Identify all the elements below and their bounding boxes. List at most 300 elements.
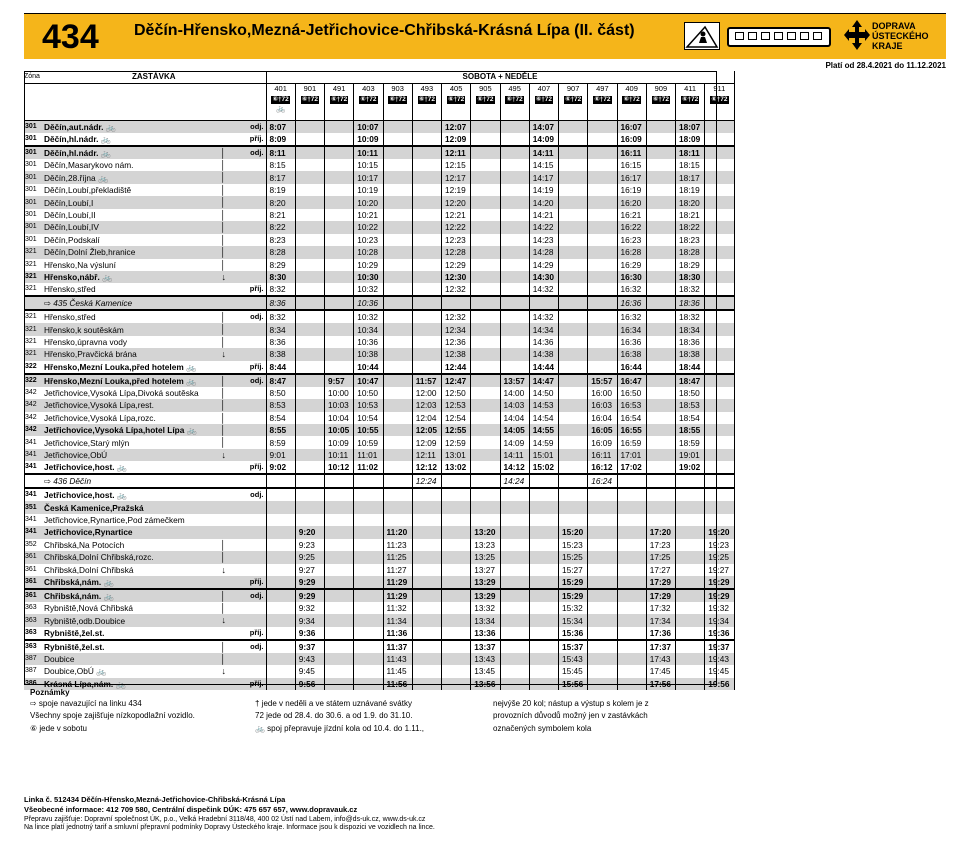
time-cell	[588, 564, 617, 576]
time-cell	[325, 310, 354, 323]
zone-cell: 361	[25, 565, 37, 573]
time-cell	[500, 146, 529, 159]
time-cell	[471, 196, 500, 208]
trip-header: 411 ⑥†72	[676, 84, 705, 121]
time-cell	[617, 627, 646, 640]
time-cell	[646, 424, 675, 436]
zone-cell: 361	[24, 576, 42, 589]
time-cell: 19:37	[705, 640, 734, 653]
time-cell	[412, 501, 441, 513]
days-header: SOBOTA + NEDĚLE	[266, 71, 734, 84]
stop-cell: Děčín,Loubí,překladiště │	[44, 184, 226, 196]
time-cell: 14:07	[529, 121, 558, 134]
zone-cell: 363	[25, 628, 37, 636]
dep-arr-cell: příj.	[238, 576, 266, 589]
time-cell: 10:32	[354, 283, 383, 296]
time-cell	[295, 436, 324, 448]
time-cell: 11:43	[383, 653, 412, 665]
time-cell	[354, 653, 383, 665]
time-cell	[295, 424, 324, 436]
time-cell	[354, 627, 383, 640]
time-cell	[442, 602, 471, 614]
time-cell: 8:11	[266, 146, 295, 159]
time-cell	[471, 449, 500, 461]
time-cell	[325, 271, 354, 283]
time-cell: 12:38	[442, 348, 471, 360]
time-cell	[500, 271, 529, 283]
time-cell: 10:11	[354, 146, 383, 159]
time-cell	[500, 640, 529, 653]
down-line-icon: │	[220, 247, 226, 258]
time-cell	[295, 246, 324, 258]
time-cell	[705, 159, 734, 171]
time-cell	[325, 171, 354, 183]
trip-header: 493 ⑥†72	[412, 84, 441, 121]
time-cell	[588, 159, 617, 171]
zone-cell: 321	[25, 260, 37, 268]
time-cell: 8:23	[266, 234, 295, 246]
time-cell	[471, 374, 500, 387]
time-cell	[266, 576, 295, 589]
stop-cell: Hřensko,úpravna vody │	[44, 336, 226, 348]
down-line-icon: │	[220, 400, 226, 411]
time-cell	[588, 146, 617, 159]
time-cell: 8:36	[266, 296, 295, 310]
time-cell: 10:21	[354, 209, 383, 221]
time-cell: 10:59	[354, 436, 383, 448]
time-cell	[412, 234, 441, 246]
time-cell	[676, 614, 705, 626]
time-cell	[295, 209, 324, 221]
time-cell	[529, 488, 558, 501]
down-arrow-icon: ↓	[221, 271, 226, 282]
table-row	[24, 296, 734, 310]
time-cell	[325, 474, 354, 488]
time-cell	[588, 209, 617, 221]
time-cell	[412, 146, 441, 159]
time-cell: 12:00	[412, 387, 441, 399]
time-cell: 12:32	[442, 310, 471, 323]
time-cell	[325, 184, 354, 196]
time-cell	[705, 474, 734, 488]
time-cell	[354, 488, 383, 501]
time-cell: 9:45	[295, 665, 324, 677]
time-cell: 15:43	[559, 653, 588, 665]
time-cell	[471, 501, 500, 513]
time-cell: 8:44	[266, 361, 295, 374]
time-cell	[412, 348, 441, 360]
time-cell: 13:20	[471, 526, 500, 538]
table-row	[24, 271, 734, 283]
time-cell: 13:45	[471, 665, 500, 677]
time-cell	[617, 614, 646, 626]
time-cell	[412, 323, 441, 335]
stop-cell: Chřibská,Dolní Chřibská,rozc. │	[42, 551, 238, 563]
dep-arr-cell	[238, 196, 266, 208]
time-cell: 15:37	[559, 640, 588, 653]
time-cell	[676, 627, 705, 640]
time-cell: 14:36	[529, 336, 558, 348]
time-cell	[588, 589, 617, 602]
stop-cell: Hřensko,střed	[44, 284, 96, 295]
time-cell: 18:22	[676, 221, 705, 233]
time-cell	[646, 196, 675, 208]
time-cell: 12:09	[412, 436, 441, 448]
time-cell: 18:38	[676, 348, 705, 360]
time-cell	[500, 184, 529, 196]
table-row	[24, 589, 734, 602]
time-cell	[325, 627, 354, 640]
time-cell	[529, 296, 558, 310]
time-cell: 17:56	[646, 678, 675, 690]
time-cell	[617, 488, 646, 501]
time-cell	[325, 133, 354, 146]
time-cell	[266, 539, 295, 551]
time-cell	[354, 501, 383, 513]
time-cell: 12:04	[412, 412, 441, 424]
time-cell	[559, 310, 588, 323]
time-cell	[295, 514, 324, 526]
stop-cell: Hřensko,Pravčická brána ↓	[42, 348, 238, 360]
time-cell	[500, 196, 529, 208]
time-cell	[500, 133, 529, 146]
logo-text: DOPRAVA ÚSTECKÉHO KRAJE	[872, 21, 929, 51]
time-cell: 9:23	[295, 539, 324, 551]
timetable	[24, 71, 735, 690]
stop-cell: Rybniště,odb.Doubice ↓	[42, 614, 238, 626]
dep-arr-cell	[238, 399, 266, 411]
time-cell	[646, 461, 675, 474]
zone-cell: 386	[24, 678, 42, 690]
time-cell	[559, 488, 588, 501]
time-cell	[383, 501, 412, 513]
time-cell	[354, 640, 383, 653]
time-cell	[383, 234, 412, 246]
time-cell	[559, 399, 588, 411]
zone-cell: 321	[24, 348, 42, 360]
time-cell: 12:12	[412, 461, 441, 474]
stop-cell: Děčín,Loubí,I │	[42, 196, 238, 208]
time-cell	[588, 602, 617, 614]
time-cell: 14:54	[529, 412, 558, 424]
time-cell	[266, 564, 295, 576]
time-cell	[646, 259, 675, 271]
time-cell	[588, 361, 617, 374]
time-cell: 14:44	[529, 361, 558, 374]
time-cell	[383, 412, 412, 424]
time-cell	[295, 474, 324, 488]
time-cell	[383, 436, 412, 448]
time-cell	[529, 526, 558, 538]
time-cell: 16:30	[617, 271, 646, 283]
time-cell	[529, 665, 558, 677]
time-cell: 15:25	[559, 551, 588, 563]
time-cell	[646, 296, 675, 310]
time-cell	[529, 627, 558, 640]
time-cell	[383, 209, 412, 221]
time-cell	[705, 234, 734, 246]
time-cell	[646, 184, 675, 196]
time-cell	[354, 665, 383, 677]
time-cell: 11:25	[383, 551, 412, 563]
dep-arr-cell: příj.	[238, 678, 266, 690]
time-cell: 19:34	[705, 614, 734, 626]
time-cell	[646, 283, 675, 296]
table-row	[24, 665, 734, 677]
time-cell: 10:29	[354, 259, 383, 271]
time-cell	[588, 310, 617, 323]
down-line-icon: │	[220, 148, 226, 158]
time-cell	[646, 399, 675, 411]
zone-cell: 387	[25, 667, 37, 675]
table-row	[24, 196, 734, 208]
time-cell	[471, 461, 500, 474]
time-cell	[471, 283, 500, 296]
time-cell: 18:32	[676, 310, 705, 323]
time-cell	[559, 514, 588, 526]
time-cell: 16:12	[588, 461, 617, 474]
time-cell: 17:36	[646, 627, 675, 640]
time-cell	[705, 399, 734, 411]
time-cell: 14:11	[529, 146, 558, 159]
time-cell: 16:23	[617, 234, 646, 246]
dep-arr-cell	[238, 271, 266, 283]
time-cell	[617, 501, 646, 513]
time-cell	[559, 271, 588, 283]
time-cell	[471, 412, 500, 424]
zone-cell: 352	[25, 540, 37, 548]
time-cell	[354, 576, 383, 589]
time-cell	[588, 627, 617, 640]
time-cell	[588, 323, 617, 335]
note-line: provozních důvodů možný jen v zastávkách	[493, 711, 648, 721]
note-line: ⇨ spoje navazující na linku 434	[30, 699, 142, 708]
time-cell	[646, 412, 675, 424]
time-cell	[412, 361, 441, 374]
stop-cell: ⇨ 435 Česká Kamenice	[42, 296, 238, 310]
time-cell	[266, 640, 295, 653]
table-row	[24, 564, 734, 576]
time-cell	[383, 184, 412, 196]
trip-header: 401 ⑥†72 🚲	[266, 84, 295, 121]
time-cell: 10:47	[354, 374, 383, 387]
notes-title: Poznámky	[30, 688, 70, 697]
time-cell: 10:20	[354, 196, 383, 208]
time-cell: 10:15	[354, 159, 383, 171]
dep-arr-cell	[238, 564, 266, 576]
time-cell	[646, 133, 675, 146]
time-cell: 16:19	[617, 184, 646, 196]
time-cell	[588, 678, 617, 690]
time-cell	[471, 488, 500, 501]
time-cell	[266, 602, 295, 614]
time-cell	[705, 184, 734, 196]
time-cell	[500, 501, 529, 513]
time-cell: 10:11	[325, 449, 354, 461]
time-cell: 16:32	[617, 283, 646, 296]
time-cell	[500, 488, 529, 501]
time-cell	[442, 514, 471, 526]
dep-arr-cell	[238, 234, 266, 246]
time-cell: 17:29	[646, 576, 675, 589]
time-cell: 13:27	[471, 564, 500, 576]
time-cell	[588, 171, 617, 183]
time-cell: 8:20	[266, 196, 295, 208]
time-cell: 8:36	[266, 336, 295, 348]
down-arrow-icon: ↓	[221, 349, 226, 360]
time-cell: 17:23	[646, 539, 675, 551]
time-cell	[500, 121, 529, 134]
time-cell	[383, 171, 412, 183]
time-cell: 18:47	[676, 374, 705, 387]
zone-cell: 342	[25, 388, 37, 396]
table-row	[24, 449, 734, 461]
stop-cell: Jetřichovice,Vysoká Lípa,rest. │	[42, 399, 238, 411]
time-cell	[646, 501, 675, 513]
time-cell	[529, 653, 558, 665]
time-cell	[529, 564, 558, 576]
time-cell	[646, 121, 675, 134]
time-cell: 10:30	[354, 271, 383, 283]
time-cell	[559, 171, 588, 183]
zone-cell: 321	[24, 310, 42, 323]
time-cell	[646, 221, 675, 233]
time-cell	[676, 653, 705, 665]
time-cell: 18:30	[676, 271, 705, 283]
zone-cell: 363	[24, 614, 42, 626]
zone-cell: 301	[24, 146, 42, 159]
time-cell	[705, 424, 734, 436]
time-cell	[412, 640, 441, 653]
time-cell	[529, 551, 558, 563]
time-cell: 9:02	[266, 461, 295, 474]
time-cell	[617, 514, 646, 526]
time-cell	[588, 551, 617, 563]
dep-arr-cell: příj.	[238, 361, 266, 374]
time-cell: 19:36	[705, 627, 734, 640]
time-cell	[295, 296, 324, 310]
time-cell	[266, 627, 295, 640]
zone-cell: 341	[25, 463, 37, 471]
time-cell: 16:15	[617, 159, 646, 171]
table-row	[24, 576, 734, 589]
time-cell: 13:34	[471, 614, 500, 626]
time-cell	[617, 589, 646, 602]
time-cell	[412, 296, 441, 310]
time-cell: 10:34	[354, 323, 383, 335]
time-cell	[705, 374, 734, 387]
time-cell	[529, 501, 558, 513]
down-line-icon: │	[220, 324, 226, 335]
time-cell	[500, 361, 529, 374]
time-cell: 8:50	[266, 387, 295, 399]
time-cell	[705, 323, 734, 335]
time-cell	[588, 283, 617, 296]
time-cell	[383, 121, 412, 134]
dep-arr-cell	[238, 665, 266, 677]
time-cell	[325, 514, 354, 526]
dep-arr-cell	[238, 348, 266, 360]
time-cell: 12:55	[442, 424, 471, 436]
time-cell	[383, 283, 412, 296]
time-cell: 9:29	[295, 576, 324, 589]
time-cell: 11:27	[383, 564, 412, 576]
time-cell	[325, 336, 354, 348]
dopravauk-logo-icon	[844, 20, 870, 55]
time-cell	[325, 196, 354, 208]
time-cell: 11:29	[383, 576, 412, 589]
time-cell: 12:20	[442, 196, 471, 208]
footer-line-1: Linka č. 512434 Děčín-Hřensko,Mezná-Jetřichovice-Chřibská-Krásná Lípa	[24, 795, 286, 804]
time-cell	[588, 234, 617, 246]
time-cell	[617, 576, 646, 589]
time-cell: 16:50	[617, 387, 646, 399]
stop-cell: Děčín,hl.nádr. 🚲	[44, 134, 112, 144]
time-cell	[295, 412, 324, 424]
zone-cell: 321	[25, 338, 37, 346]
time-cell	[471, 209, 500, 221]
time-cell	[588, 501, 617, 513]
time-cell	[529, 539, 558, 551]
time-cell: 18:17	[676, 171, 705, 183]
dep-arr-cell	[238, 246, 266, 258]
time-cell	[471, 310, 500, 323]
time-cell	[295, 449, 324, 461]
time-cell	[646, 449, 675, 461]
time-cell	[617, 640, 646, 653]
time-cell	[412, 514, 441, 526]
time-cell	[529, 602, 558, 614]
time-cell	[588, 576, 617, 589]
time-cell: 12:07	[442, 121, 471, 134]
time-cell	[500, 514, 529, 526]
stop-cell: Hřensko,Na výsluní │	[44, 259, 226, 270]
time-cell: 11:57	[412, 374, 441, 387]
time-cell	[559, 209, 588, 221]
time-cell	[705, 259, 734, 271]
time-cell: 14:55	[529, 424, 558, 436]
dep-arr-cell	[238, 614, 266, 626]
time-cell: 13:56	[471, 678, 500, 690]
time-cell	[559, 449, 588, 461]
time-cell: 18:36	[676, 336, 705, 348]
time-cell	[383, 296, 412, 310]
time-cell	[354, 564, 383, 576]
time-cell: 15:34	[559, 614, 588, 626]
time-cell	[325, 209, 354, 221]
zone-cell: 301	[25, 186, 37, 194]
time-cell	[500, 678, 529, 690]
time-cell: 12:03	[412, 399, 441, 411]
zone-cell: 301	[25, 235, 37, 243]
table-row	[24, 640, 734, 653]
time-cell	[500, 627, 529, 640]
time-cell	[325, 146, 354, 159]
time-cell	[325, 488, 354, 501]
stop-cell: Hřensko,k soutěskám │	[42, 323, 238, 335]
down-line-icon: │	[220, 437, 226, 448]
time-cell	[442, 539, 471, 551]
time-cell	[676, 551, 705, 563]
time-cell	[646, 387, 675, 399]
down-arrow-icon: ↓	[221, 615, 226, 626]
time-cell	[705, 501, 734, 513]
time-cell	[559, 436, 588, 448]
time-cell	[705, 387, 734, 399]
time-cell	[325, 221, 354, 233]
time-cell: 18:36	[676, 296, 705, 310]
footer-line-2: Všeobecné informace: 412 709 580, Centrální dispečink DÚK: 475 657 657, www.dopravauk.cz	[24, 804, 358, 814]
